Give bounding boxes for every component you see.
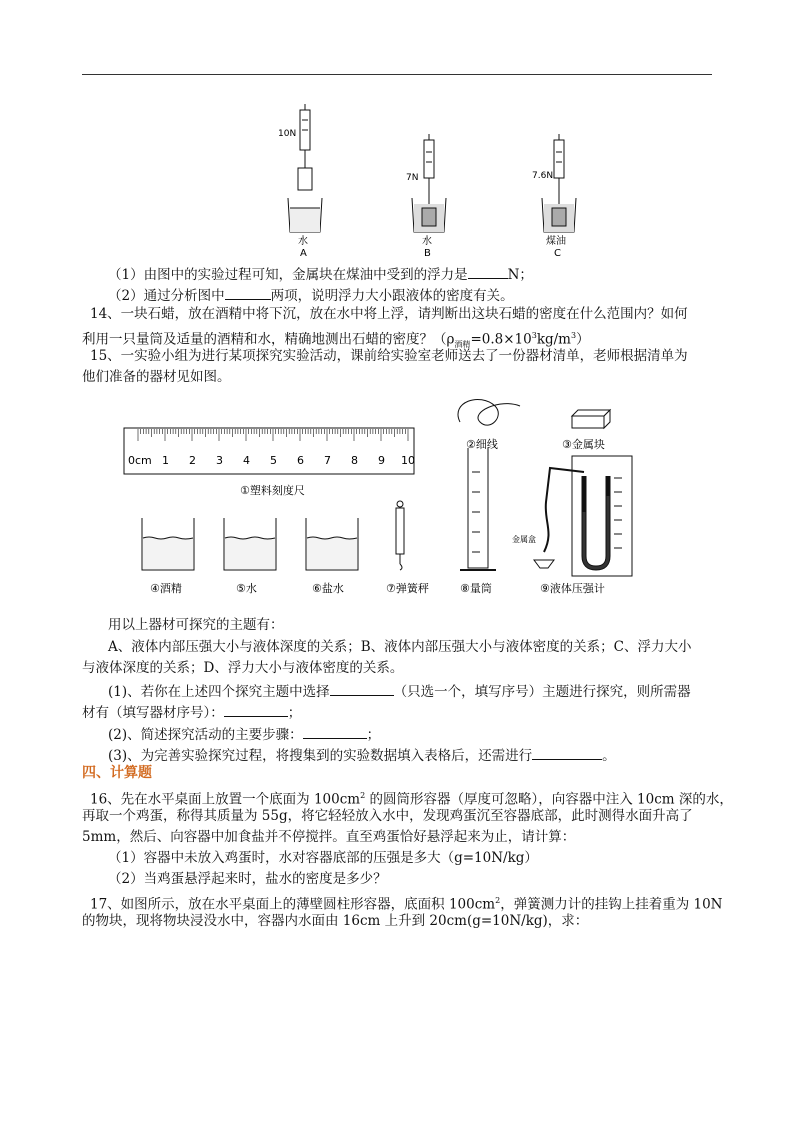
ruler-tick-label: 0cm [128, 454, 152, 467]
liquid-label-b: 水 [422, 236, 432, 247]
answer-blank[interactable] [224, 702, 288, 717]
block-caption: ③金属块 [562, 438, 605, 451]
q14-subscript: 酒精 [454, 340, 471, 350]
equipment-figure [110, 392, 650, 602]
salt-caption: ⑥盐水 [312, 582, 344, 595]
q16-exponent: 2 [360, 791, 366, 800]
q14-value: =0.8×10 [470, 331, 532, 348]
letter-c: C [554, 248, 561, 259]
ruler-tick-label: 3 [216, 454, 223, 467]
box-label: 金属盒 [512, 535, 536, 544]
q15-step1b-text: 材有（填写器材序号）： [82, 705, 224, 721]
q16-line3: 5mm，然后、向容器中加食盐并不停搅拌。直至鸡蛋恰好悬浮起来为止，请计算： [82, 829, 576, 845]
q15-step1-text: (1)、若你在上述四个探究主题中选择 [108, 684, 330, 700]
q13-part2-tail: 两项，说明浮力大小跟液体的密度有关。 [270, 288, 514, 304]
answer-blank[interactable] [330, 681, 394, 696]
alcohol-caption: ④酒精 [150, 582, 182, 595]
gauge-caption: ⑨液体压强计 [540, 582, 605, 595]
q15-step2 [108, 724, 740, 745]
spring-scale [386, 501, 429, 595]
q15-topic-line1: A、液体内部压强大小与液体深度的关系；B、液体内部压强大小与液体密度的关系；C、浮力大小 [108, 639, 692, 655]
ruler-tick-label: 9 [378, 454, 385, 467]
ruler-tick-label: 10 [401, 454, 415, 467]
ruler-tick-label: 8 [351, 454, 358, 467]
header-rule [82, 74, 712, 75]
q15-line1: 15、一实验小组为进行某项探究实验活动，课前给实验室老师送去了一份器材清单，老师根据清单为 [90, 348, 688, 364]
q16-part2: （2）当鸡蛋悬浮起来时，盐水的密度是多少？ [108, 871, 387, 887]
cylinder-caption: ⑧量筒 [460, 582, 492, 595]
force-label-a: 10N [278, 129, 297, 139]
thread [458, 399, 520, 451]
q17-exponent: 2 [495, 896, 501, 905]
letter-a: A [300, 248, 307, 259]
q16-text: 16、先在水平桌面上放置一个底面为 100cm [90, 791, 361, 808]
q15-step1b [82, 702, 714, 723]
setup-b [406, 134, 446, 259]
q16-part1: （1）容器中未放入鸡蛋时，水对容器底部的压强是多大（g=10N/kg） [108, 850, 538, 866]
answer-blank[interactable] [225, 285, 271, 300]
ruler-caption: ①塑料刻度尺 [240, 484, 305, 497]
ruler-tick-label: 2 [189, 454, 196, 467]
force-label-b: 7N [406, 173, 419, 183]
q15-step1b-tail: ； [287, 705, 302, 721]
q15-step1-tail: （只选一个，填写序号）主题进行探究，则所需器 [393, 684, 691, 700]
q16-line2: 再取一个鸡蛋，称得其质量为 55g，将它轻轻放入水中，发现鸡蛋沉至容器底部，此时测得水面升高了 [82, 808, 693, 824]
force-label-c: 7.6N [532, 171, 554, 181]
q15-step3-text: (3)、为完善实验探究过程，将搜集到的实验数据填入表格后，还需进行 [108, 748, 533, 764]
water-caption: ⑤水 [236, 582, 257, 595]
beaker-water [224, 518, 276, 595]
q15-topic-line2: 与液体深度的关系；D、浮力大小与液体密度的关系。 [82, 660, 404, 676]
spring-caption: ⑦弹簧秤 [386, 582, 429, 595]
ruler [124, 428, 415, 497]
buoyancy-experiment-figure [270, 100, 590, 260]
q14-unit: kg/m [536, 331, 571, 348]
thread-caption: ②细线 [466, 438, 498, 451]
q16-line1 [90, 786, 733, 810]
q17-text: 17、如图所示，放在水平桌面上的薄壁圆柱形容器，底面积 100cm [90, 896, 496, 913]
q15-step2-tail: ； [366, 727, 381, 743]
q16-text-tail: 的圆筒形容器（厚度可忽略），向容器中注入 10cm 深的水， [365, 791, 733, 808]
q13-part1 [108, 264, 740, 285]
liquid-label-a: 水 [298, 236, 308, 247]
q14-exponent: 3 [531, 331, 537, 340]
section-heading-calc: 四、计算题 [82, 765, 152, 781]
q15-step3 [108, 745, 740, 766]
q14-text: 利用一只量筒及适量的酒精和水，精确地测出石蜡的密度？（ρ [82, 331, 455, 348]
ruler-tick-label: 4 [243, 454, 250, 467]
answer-blank[interactable] [303, 724, 367, 739]
answer-blank[interactable] [532, 745, 602, 760]
pressure-gauge [512, 456, 632, 595]
answer-blank[interactable] [468, 264, 508, 279]
q15-line2: 他们准备的器材见如图。 [82, 369, 231, 385]
letter-b: B [424, 248, 431, 259]
ruler-tick-label: 6 [297, 454, 304, 467]
q15-step1 [108, 681, 740, 702]
q15-topic-intro: 用以上器材可探究的主题有： [108, 617, 284, 633]
q14-close: ） [576, 331, 590, 348]
q14-line1: 14、一块石蜡，放在酒精中将下沉，放在水中将上浮，请判断出这块石蜡的密度在什么范围内？如何 [90, 306, 688, 322]
beaker-alcohol [142, 518, 194, 595]
q13-part1-unit: N； [507, 267, 533, 283]
q15-step3-tail: 。 [602, 748, 616, 764]
q15-step2-text: (2)、简述探究活动的主要步骤： [108, 727, 303, 743]
q17-line1 [90, 891, 722, 915]
ruler-tick-label: 7 [324, 454, 331, 467]
q14-unit-exponent: 3 [570, 331, 577, 340]
graduated-cylinder [460, 448, 496, 595]
ruler-tick-label: 5 [270, 454, 277, 467]
setup-c [532, 134, 576, 259]
q17-text-tail: ，弹簧测力计的挂钩上挂着重为 10N [500, 896, 723, 913]
ruler-tick-label: 1 [162, 454, 169, 467]
liquid-label-c: 煤油 [546, 236, 566, 247]
q13-part2 [108, 285, 740, 306]
q17-line2: 的物块，现将物块浸没水中，容器内水面由 16cm 上升到 20cm(g=10N/kg)，求： [82, 913, 589, 929]
metal-block [562, 410, 610, 451]
q13-part2-text: （2）通过分析图中 [108, 288, 225, 304]
beaker-salt-water [306, 518, 358, 595]
q13-part1-text: （1）由图中的实验过程可知，金属块在煤油中受到的浮力是 [108, 267, 468, 283]
setup-a [278, 104, 322, 259]
